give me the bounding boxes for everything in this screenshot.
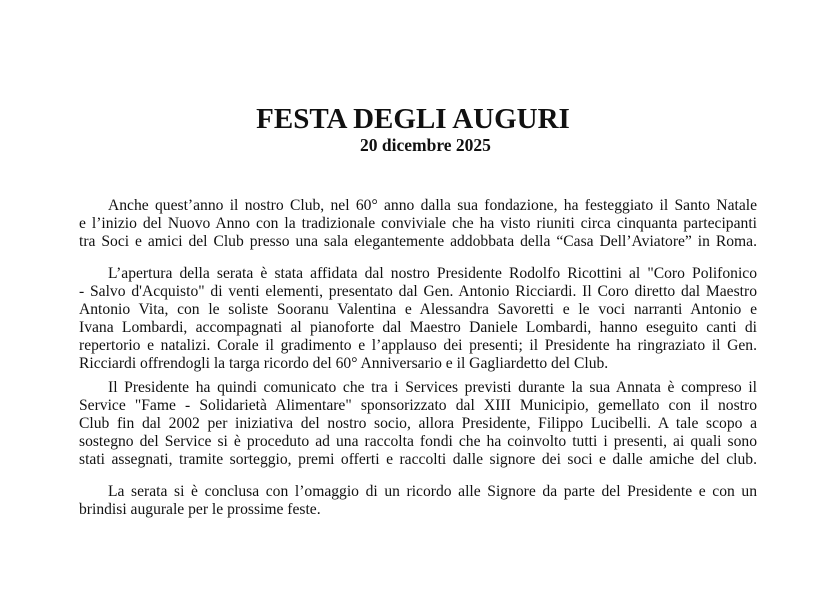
document-date: 20 dicembre 2025 <box>360 135 491 155</box>
paragraph-line: Club fin dal 2002 per iniziativa del nostro socio, allora Presidente, Filippo Lucibelli. A tale scopo a <box>79 415 757 432</box>
paragraph-line: e l’inizio del Nuovo Anno con la tradizionale conviviale che ha visto riuniti circa cinquanta partecipanti <box>79 215 757 232</box>
paragraph-line: stati assegnati, tramite sorteggio, premi offerti e raccolti dalle signore dei soci e dalle amiche del club. <box>79 451 757 468</box>
paragraph-line: L’apertura della serata è stata affidata dal nostro Presidente Rodolfo Ricottini al "Coro Polifonico <box>108 265 757 282</box>
paragraph-line: repertorio e natalizi. Corale il gradimento e l’applauso dei presenti; il Presidente ha ringraziato il Gen. <box>79 337 757 354</box>
document-title: FESTA DEGLI AUGURI <box>256 103 570 135</box>
paragraph-line: La serata si è conclusa con l’omaggio di un ricordo alle Signore da parte del Presidente e con un <box>108 483 757 500</box>
paragraph-line: Ivana Lombardi, accompagnati al pianoforte dal Maestro Daniele Lombardi, hanno eseguito canti di <box>79 319 757 336</box>
paragraph-line: Service "Fame - Solidarietà Alimentare" sponsorizzato dal XIII Municipio, gemellato con il nostro <box>79 397 757 414</box>
paragraph-line: Anche quest’anno il nostro Club, nel 60° anno dalla sua fondazione, ha festeggiato il Santo Natale <box>108 197 757 214</box>
paragraph-line: Il Presidente ha quindi comunicato che tra i Services previsti durante la sua Annata è compreso il <box>108 379 757 396</box>
paragraph-line: - Salvo d'Acquisto" di venti elementi, presentato dal Gen. Antonio Ricciardi. Il Coro diretto dal Maestro <box>79 283 757 300</box>
paragraph-line: sostegno del Service si è proceduto ad una raccolta fondi che ha coinvolto tutti i presenti, ai quali sono <box>79 433 757 450</box>
paragraph-line: Ricciardi offrendogli la targa ricordo del 60° Anniversario e il Gagliardetto del Club. <box>79 355 609 372</box>
paragraph-line: Antonio Vita, con le soliste Sooranu Valentina e Alessandra Savoretti e le voci narranti Antonio e <box>79 301 757 318</box>
paragraph-line: brindisi augurale per le prossime feste. <box>79 501 321 518</box>
paragraph-line: tra Soci e amici del Club presso una sala elegantemente addobbata della “Casa Dell’Aviatore” in Roma. <box>79 233 757 250</box>
